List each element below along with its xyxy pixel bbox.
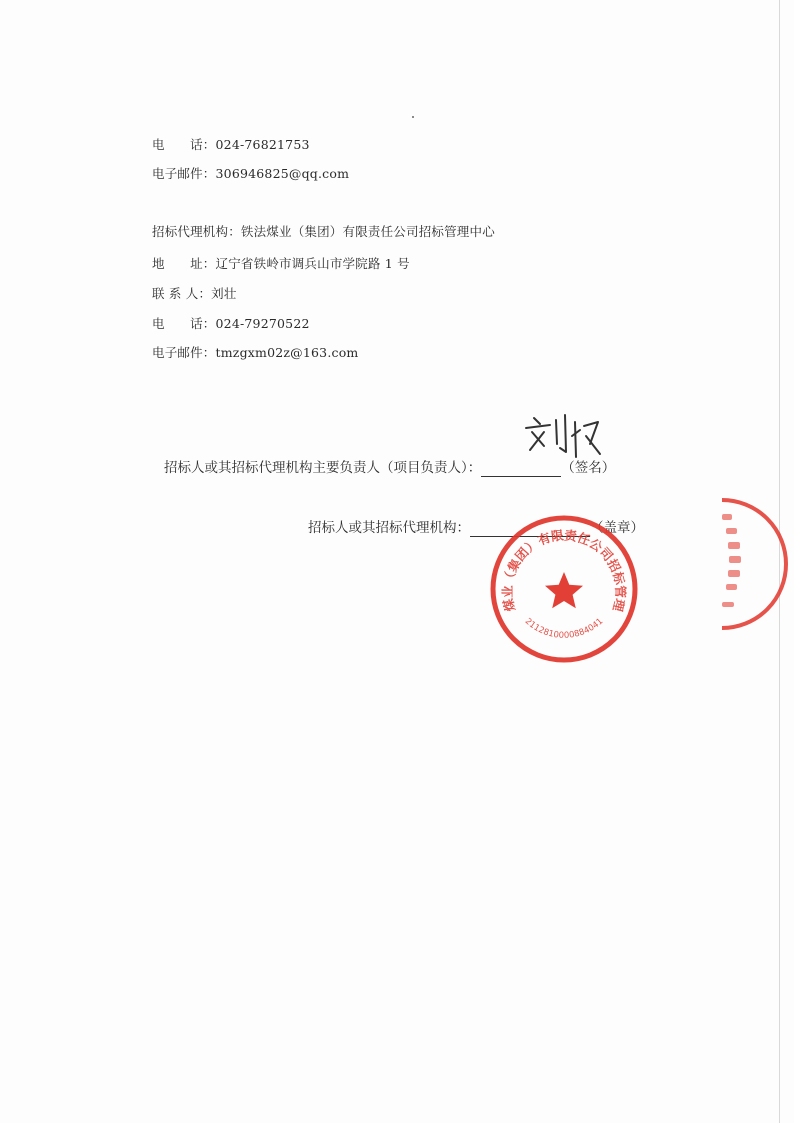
responsible-signature-line (164, 456, 615, 477)
scan-speck (412, 116, 414, 118)
agency-email-value: tmzgxm02z@163.com (215, 345, 359, 360)
agency-name-label: 招标代理机构： (152, 224, 241, 239)
seal-org-text: 铁法煤业（集团）有限责任公司招标管理中心 (482, 502, 629, 614)
partial-seal-fragment (720, 498, 794, 632)
agency-email-label: 电子邮件： (152, 345, 216, 360)
bidder-email-line (152, 164, 349, 182)
bidder-phone-value: 024-76821753 (215, 137, 310, 152)
seal-suffix: （盖章） (590, 520, 644, 536)
responsible-label: 招标人或其招标代理机构主要负责人（项目负责人）： (164, 460, 482, 476)
bidder-email-value: 306946825@qq.com (215, 166, 350, 181)
agency-phone-line (152, 314, 310, 332)
agency-phone-value: 024-79270522 (215, 316, 310, 331)
agency-address-label: 地 址： (152, 256, 216, 271)
agency-contact-label: 联 系 人： (152, 286, 212, 301)
svg-text:2112810000884041 (523, 617, 606, 641)
bidder-email-label: 电子邮件： (152, 166, 216, 181)
agency-phone-label: 电 话： (152, 316, 216, 331)
agency-name-value: 铁法煤业（集团）有限责任公司招标管理中心 (240, 224, 495, 239)
agency-address-line (152, 254, 410, 272)
seal-number: 2112810000884041 (522, 616, 606, 641)
official-seal (482, 502, 639, 664)
agency-contact-value: 刘壮 (211, 286, 237, 301)
agency-email-line (152, 343, 359, 361)
signature-blank (481, 460, 561, 477)
bidder-phone-line (152, 135, 310, 153)
agency-address-value: 辽宁省铁岭市调兵山市学院路 1 号 (215, 256, 410, 271)
sign-suffix: （签名） (561, 460, 616, 476)
agency-contact-line (152, 284, 237, 302)
agency-seal-label: 招标人或其招标代理机构： (308, 520, 470, 536)
agency-name-line (152, 222, 495, 240)
bidder-phone-label: 电 话： (152, 137, 216, 152)
